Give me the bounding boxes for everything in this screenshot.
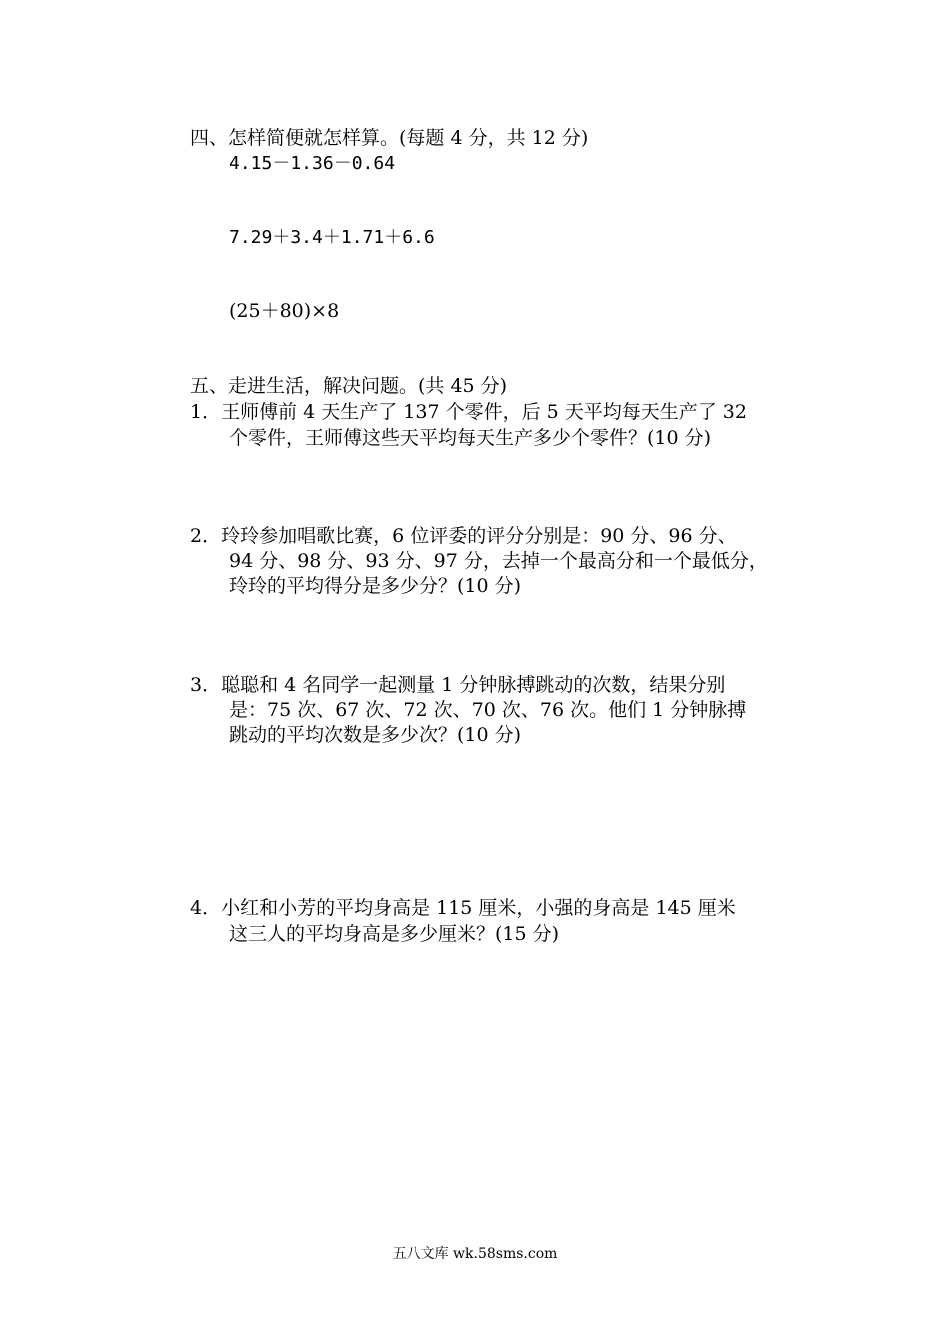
problem-2-line-2: 94 分、98 分、93 分、97 分，去掉一个最高分和一个最低分， [229,550,768,572]
problem-3-line-1: 3．聪聪和 4 名同学一起测量 1 分钟脉搏跳动的次数，结果分别 [190,674,726,696]
section-4-title: 四、怎样简便就怎样算。(每题 4 分，共 12 分) [190,127,589,149]
section-5-title: 五、走进生活，解决问题。(共 45 分) [190,375,508,397]
problem-2-line-1: 2．玲玲参加唱歌比赛，6 位评委的评分分别是：90 分、96 分、 [190,525,737,547]
problem-4-line-1: 4．小红和小芳的平均身高是 115 厘米，小强的身高是 145 厘米 [190,897,736,919]
problem-1-line-2: 个零件，王师傅这些天平均每天生产多少个零件？(10 分) [229,427,712,449]
expression-3: (25＋80)×8 [229,300,340,322]
problem-3-line-3: 跳动的平均次数是多少次？(10 分) [229,724,522,746]
problem-1-line-1: 1．王师傅前 4 天生产了 137 个零件，后 5 天平均每天生产了 32 [190,401,747,423]
problem-2-line-3: 玲玲的平均得分是多少分？(10 分) [229,575,522,597]
expression-1: 4.15－1.36－0.64 [229,153,396,174]
problem-3-line-2: 是：75 次、67 次、72 次、70 次、76 次。他们 1 分钟脉搏 [229,699,747,721]
expression-2: 7.29＋3.4＋1.71＋6.6 [229,227,435,248]
footer-watermark: 五八文库 wk.58sms.com [392,1246,558,1262]
problem-4-line-2: 这三人的平均身高是多少厘米？(15 分) [229,923,560,945]
